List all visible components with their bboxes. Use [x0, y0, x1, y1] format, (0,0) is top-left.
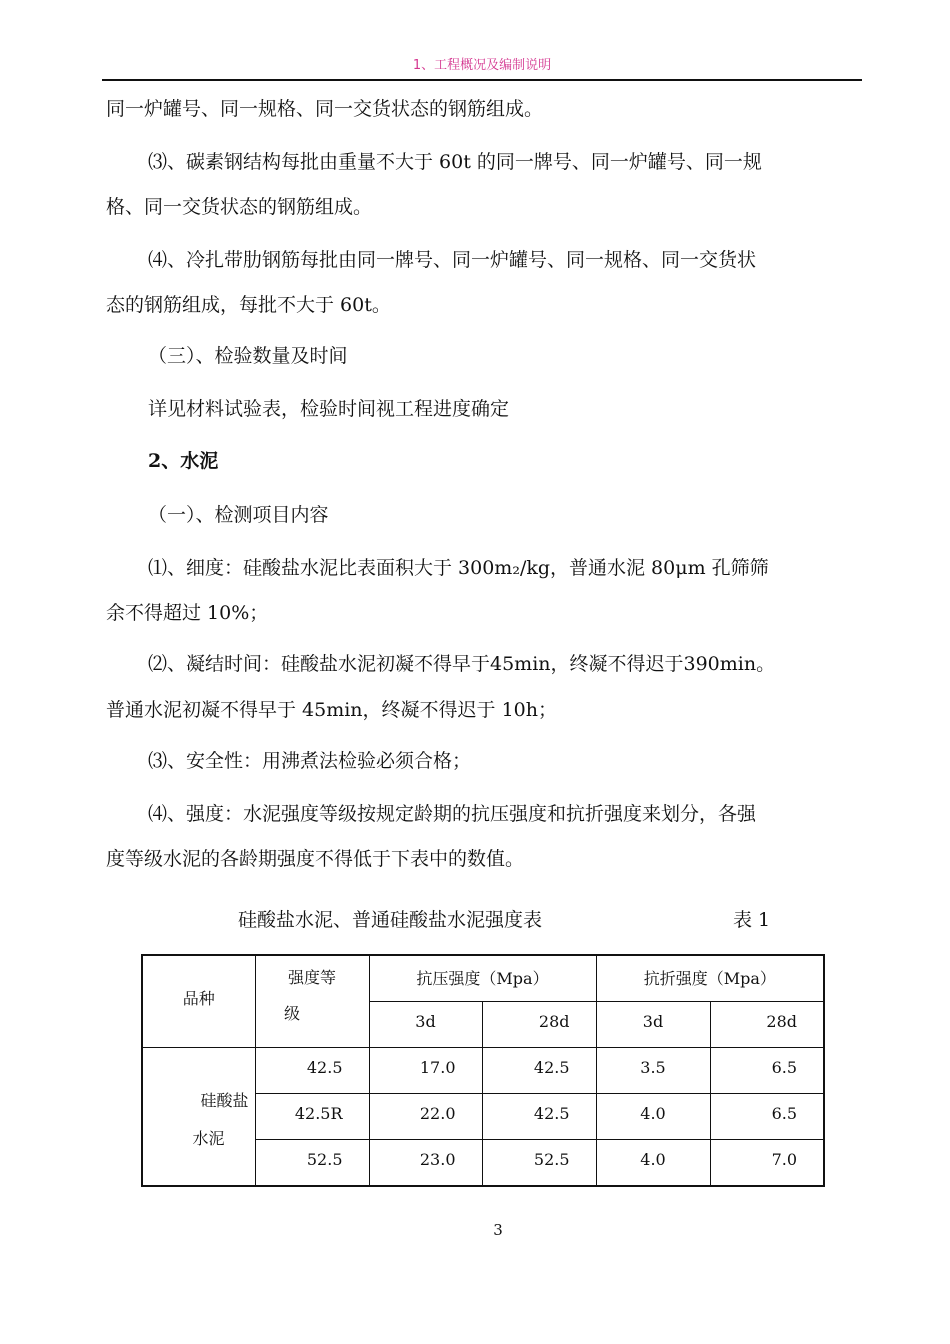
section-heading: （一）、检测项目内容: [148, 504, 329, 526]
paragraph-line: 格、同一交货状态的钢筋组成。: [106, 196, 373, 218]
grade-cell: 42.5: [255, 1048, 369, 1094]
header-rule: [102, 79, 862, 81]
header-compressive: 抗压强度（Mpa）: [369, 955, 596, 1002]
paragraph-line: ⑷、强度：水泥强度等级按规定龄期的抗压强度和抗折强度来划分，各强: [148, 803, 757, 825]
header-c3d: 3d: [369, 1002, 482, 1048]
cement-strength-table: [141, 954, 825, 1187]
value-cell: 4.0: [596, 1140, 710, 1187]
value-cell: 42.5: [482, 1094, 596, 1140]
table-caption: 硅酸盐水泥、普通硅酸盐水泥强度表: [238, 909, 543, 931]
value-cell: 6.5: [710, 1094, 824, 1140]
value-cell: 23.0: [369, 1140, 482, 1187]
header-c28d: 28d: [482, 1002, 596, 1048]
grade-cell: 42.5R: [255, 1094, 369, 1140]
paragraph-line: 余不得超过 10%；: [106, 602, 269, 624]
grade-cell: 52.5: [255, 1140, 369, 1187]
table-number: 表 1: [733, 909, 771, 931]
page-number: 3: [493, 1221, 503, 1239]
paragraph-line: 普通水泥初凝不得早于 45min，终凝不得迟于 10h；: [106, 699, 558, 721]
paragraph-line: ⑶、安全性：用沸煮法检验必须合格；: [148, 750, 472, 772]
value-cell: 3.5: [596, 1048, 710, 1094]
paragraph-line: 度等级水泥的各龄期强度不得低于下表中的数值。: [106, 848, 525, 870]
value-cell: 52.5: [482, 1140, 596, 1187]
value-cell: 42.5: [482, 1048, 596, 1094]
section-heading: （三）、检验数量及时间: [148, 345, 348, 367]
table-row: [142, 1048, 824, 1094]
paragraph-line: 态的钢筋组成，每批不大于 60t。: [106, 294, 391, 316]
paragraph-line: ⑷、冷扎带肋钢筋每批由同一牌号、同一炉罐号、同一规格、同一交货状: [148, 249, 757, 271]
paragraph-line: 详见材料试验表，检验时间视工程进度确定: [148, 398, 510, 420]
header-grade: 强度等 级: [255, 955, 369, 1048]
section-heading-cement: 2、水泥: [148, 450, 219, 472]
running-header: 1、工程概况及编制说明: [412, 58, 552, 73]
header-f3d: 3d: [596, 1002, 710, 1048]
value-cell: 17.0: [369, 1048, 482, 1094]
paragraph-line: 同一炉罐号、同一规格、同一交货状态的钢筋组成。: [106, 98, 544, 120]
value-cell: 7.0: [710, 1140, 824, 1187]
header-variety: 品种: [142, 955, 255, 1048]
value-cell: 4.0: [596, 1094, 710, 1140]
paragraph-line: ⑴、细度：硅酸盐水泥比表面积大于 300m₂/kg，普通水泥 80μm 孔筛筛: [148, 557, 769, 579]
paragraph-line: ⑵、凝结时间：硅酸盐水泥初凝不得早于45min，终凝不得迟于390min。: [148, 653, 776, 675]
paragraph-line: ⑶、碳素钢结构每批由重量不大于 60t 的同一牌号、同一炉罐号、同一规: [148, 151, 762, 173]
value-cell: 22.0: [369, 1094, 482, 1140]
value-cell: 6.5: [710, 1048, 824, 1094]
variety-cell: 硅酸盐 水泥: [142, 1048, 255, 1187]
header-f28d: 28d: [710, 1002, 824, 1048]
header-flexural: 抗折强度（Mpa）: [596, 955, 824, 1002]
